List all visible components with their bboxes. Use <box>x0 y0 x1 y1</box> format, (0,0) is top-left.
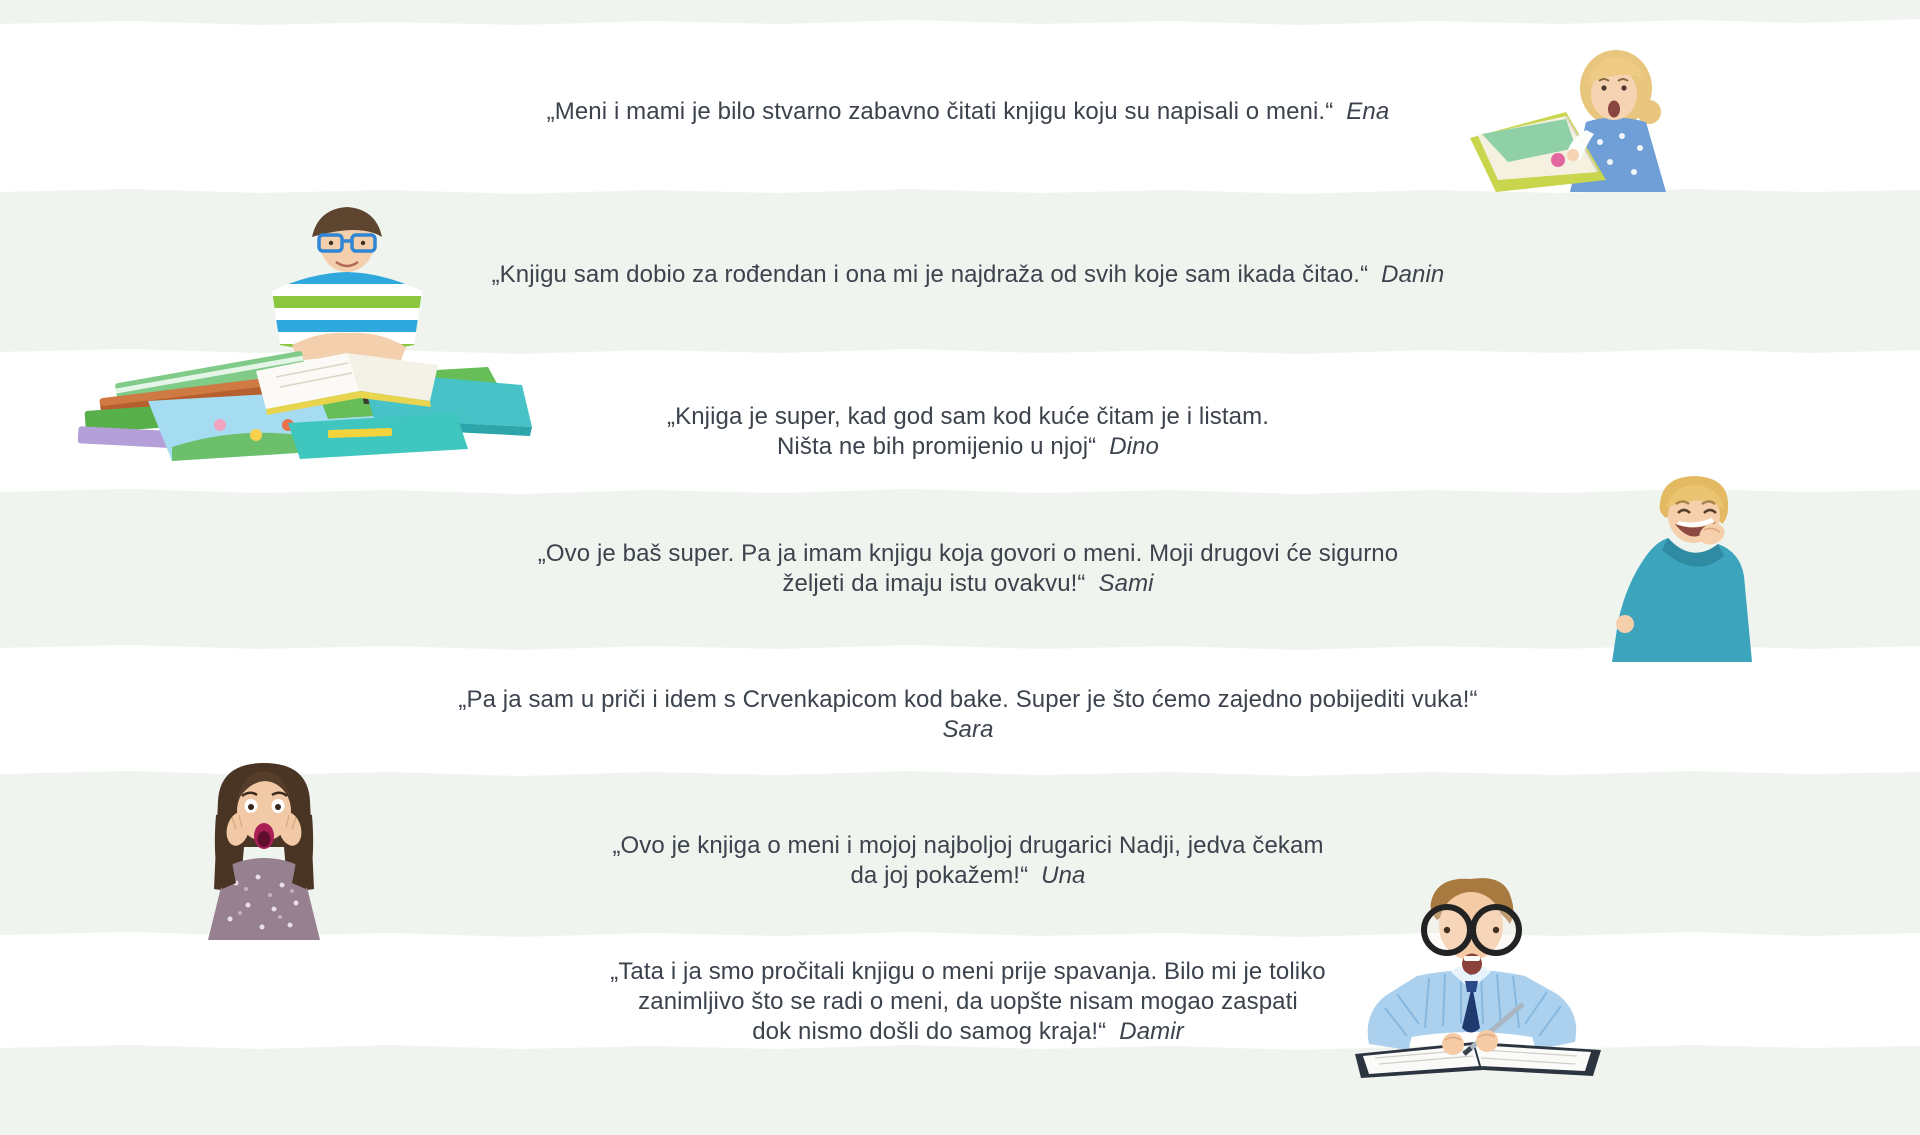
quote-author: Una <box>1041 862 1086 889</box>
quote-text: „Ovo je baš super. Pa ja imam knjigu koja govori o meni. Moji drugovi će sigurno <box>537 540 1399 567</box>
quote-text: Ništa ne bih promijenio u njoj“ <box>776 433 1097 460</box>
quote-text: „Pa ja sam u priči i idem s Crvenkapicom kod bake. Super je što ćemo zajedno pobijediti vuka!“ <box>458 686 1478 713</box>
quote-author: Dino <box>1109 433 1160 460</box>
testimonial-sara <box>8 685 1920 745</box>
stripe-top <box>0 0 1920 25</box>
testimonial-ena <box>8 97 1920 127</box>
quote-text: „Knjigu sam dobio za rođendan i ona mi je najdraža od svih koje sam ikada čitao.“ <box>491 261 1369 288</box>
testimonial-damir <box>8 957 1920 1047</box>
quote-author: Sami <box>1098 570 1154 597</box>
quote-line <box>8 957 1920 987</box>
testimonial-sami <box>8 539 1920 599</box>
quote-text: „Tata i ja smo pročitali knjigu o meni prije spavanja. Bilo mi je toliko <box>610 958 1326 985</box>
quote-text: željeti da imaju istu ovakvu!“ <box>782 570 1086 597</box>
quote-author: Ena <box>1346 98 1390 125</box>
quote-line <box>8 539 1920 569</box>
quote-text: da joj pokažem!“ <box>850 862 1029 889</box>
quote-author: Danin <box>1381 261 1445 288</box>
quote-line <box>8 685 1920 715</box>
quote-text: dok nismo došli do samog kraja!“ <box>752 1018 1107 1045</box>
quote-line <box>8 569 1920 599</box>
quote-author: Sara <box>942 716 994 743</box>
testimonial-danin <box>8 260 1920 290</box>
testimonial-una <box>8 831 1920 891</box>
quote-line <box>8 861 1920 891</box>
quote-text: zanimljivo što se radi o meni, da uopšte nisam mogao zaspati <box>638 988 1298 1015</box>
quote-line <box>8 432 1920 462</box>
quote-line <box>8 831 1920 861</box>
quote-text: „Knjiga je super, kad god sam kod kuće čitam je i listam. <box>667 403 1269 430</box>
quote-line <box>8 715 1920 745</box>
quote-line <box>8 987 1920 1017</box>
quote-author: Damir <box>1119 1018 1184 1045</box>
quote-line <box>8 1017 1920 1047</box>
quote-line <box>8 402 1920 432</box>
quote-text: „Ovo je knjiga o meni i mojoj najboljoj drugarici Nadji, jedva čekam <box>612 832 1324 859</box>
quote-line <box>8 260 1920 290</box>
testimonial-dino <box>8 402 1920 462</box>
quote-text: „Meni i mami je bilo stvarno zabavno čitati knjigu koju su napisali o meni.“ <box>546 98 1334 125</box>
quote-line <box>8 97 1920 127</box>
